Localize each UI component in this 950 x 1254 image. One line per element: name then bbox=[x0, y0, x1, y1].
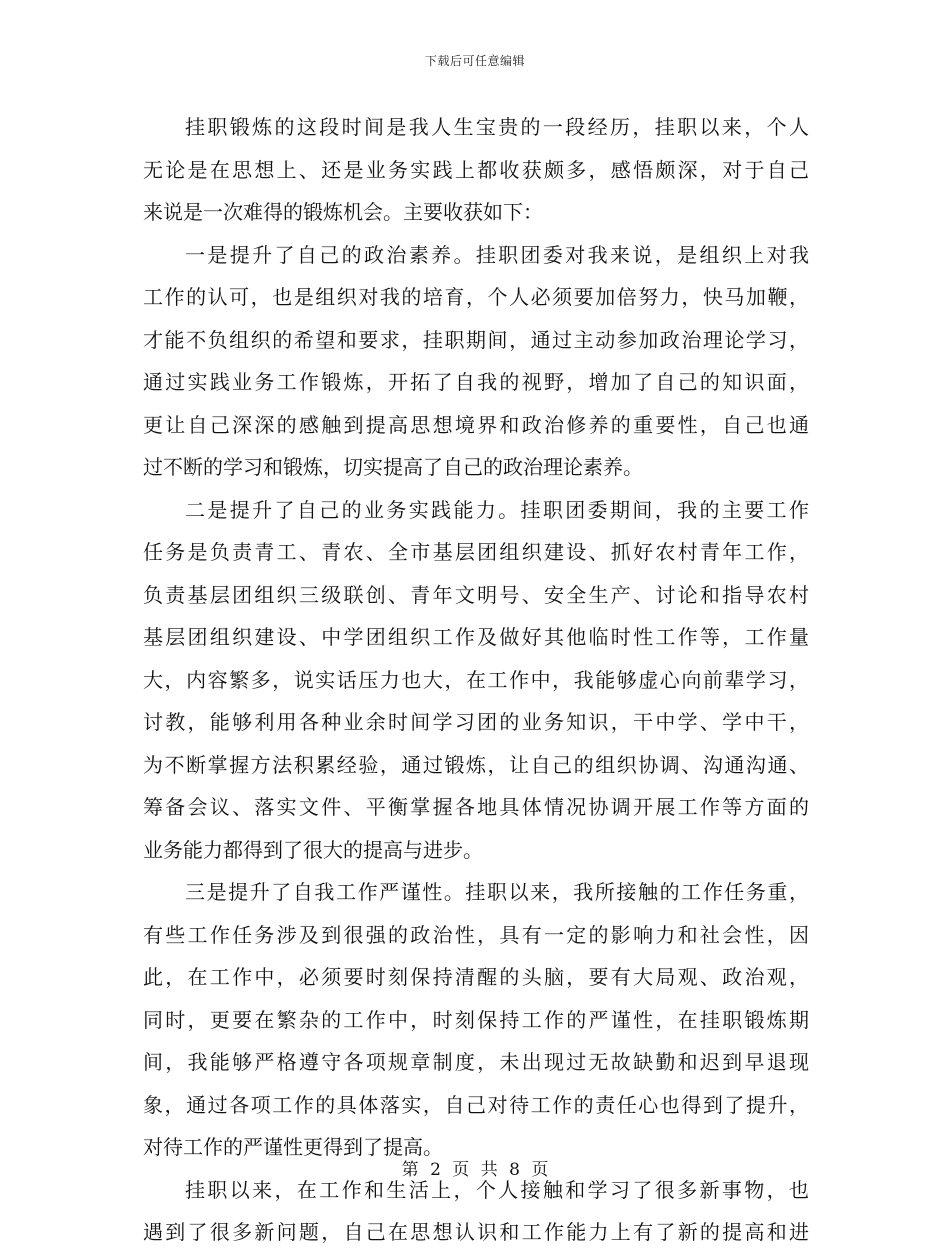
text-line: 三是提升了自我工作严谨性。挂职以来，我所接触的工作任务重， bbox=[185, 880, 809, 904]
page-number-footer: 第 2 页 共 8 页 bbox=[401, 1160, 549, 1180]
text-line: 为不断掌握方法积累经验，通过锻炼，让自己的组织协调、沟通沟通、 bbox=[143, 752, 809, 777]
text-line: 讨教，能够利用各种业余时间学习团的业务知识，干中学、学中干， bbox=[143, 710, 809, 734]
text-line: 来说是一次难得的锻炼机会。主要收获如下： bbox=[143, 200, 543, 224]
text-line: 更让自己深深的感触到提高思想境界和政治修养的重要性，自己也通 bbox=[143, 412, 809, 437]
text-line: 间，我能够严格遵守各项规章制度，未出现过无故缺勤和迟到早退现 bbox=[143, 1050, 809, 1074]
text-line: 大，内容繁多，说实话压力也大，在工作中，我能够虚心向前辈学习， bbox=[143, 667, 809, 692]
text-line: 负责基层团组织三级联创、青年文明号、安全生产、讨论和指导农村 bbox=[143, 582, 809, 607]
text-line: 象，通过各项工作的具体落实，自己对待工作的责任心也得到了提升， bbox=[143, 1092, 809, 1117]
text-line: 对待工作的严谨性更得到了提高。 bbox=[143, 1135, 443, 1159]
text-line: 此，在工作中，必须要时刻保持清醒的头脑，要有大局观、政治观， bbox=[143, 965, 809, 989]
text-line: 过不断的学习和锻炼，切实提高了自己的政治理论素养。 bbox=[143, 455, 643, 479]
text-line: 挂职锻炼的这段时间是我人生宝贵的一段经历，挂职以来，个人 bbox=[185, 115, 809, 139]
text-line: 才能不负组织的希望和要求，挂职期间，通过主动参加政治理论学习， bbox=[143, 327, 809, 352]
text-line: 业务能力都得到了很大的提高与进步。 bbox=[143, 837, 483, 862]
page-header-note: 下载后可任意编辑 bbox=[424, 54, 525, 68]
text-line: 通过实践业务工作锻炼，开拓了自我的视野，增加了自己的知识面， bbox=[143, 370, 809, 394]
text-line: 遇到了很多新问题，自己在思想认识和工作能力上有了新的提高和进 bbox=[143, 1220, 809, 1244]
text-line: 任务是负责青工、青农、全市基层团组织建设、抓好农村青年工作， bbox=[143, 540, 809, 564]
text-line: 一是提升了自己的政治素养。挂职团委对我来说，是组织上对我 bbox=[185, 242, 809, 267]
text-line: 筹备会议、落实文件、平衡掌握各地具体情况协调开展工作等方面的 bbox=[143, 795, 809, 819]
text-line: 基层团组织建设、中学团组织工作及做好其他临时性工作等，工作量 bbox=[143, 625, 809, 649]
text-line: 有些工作任务涉及到很强的政治性，具有一定的影响力和社会性，因 bbox=[143, 922, 809, 947]
text-line: 同时，更要在繁杂的工作中，时刻保持工作的严谨性，在挂职锻炼期 bbox=[143, 1007, 809, 1032]
document-body bbox=[143, 106, 809, 1254]
text-line: 挂职以来，在工作和生活上，个人接触和学习了很多新事物，也 bbox=[185, 1177, 809, 1202]
text-line: 无论是在思想上、还是业务实践上都收获颇多，感悟颇深，对于自己 bbox=[143, 157, 809, 182]
text-line: 工作的认可，也是组织对我的培育，个人必须要加倍努力，快马加鞭， bbox=[143, 285, 809, 309]
text-line: 二是提升了自己的业务实践能力。挂职团委期间，我的主要工作 bbox=[185, 497, 809, 522]
